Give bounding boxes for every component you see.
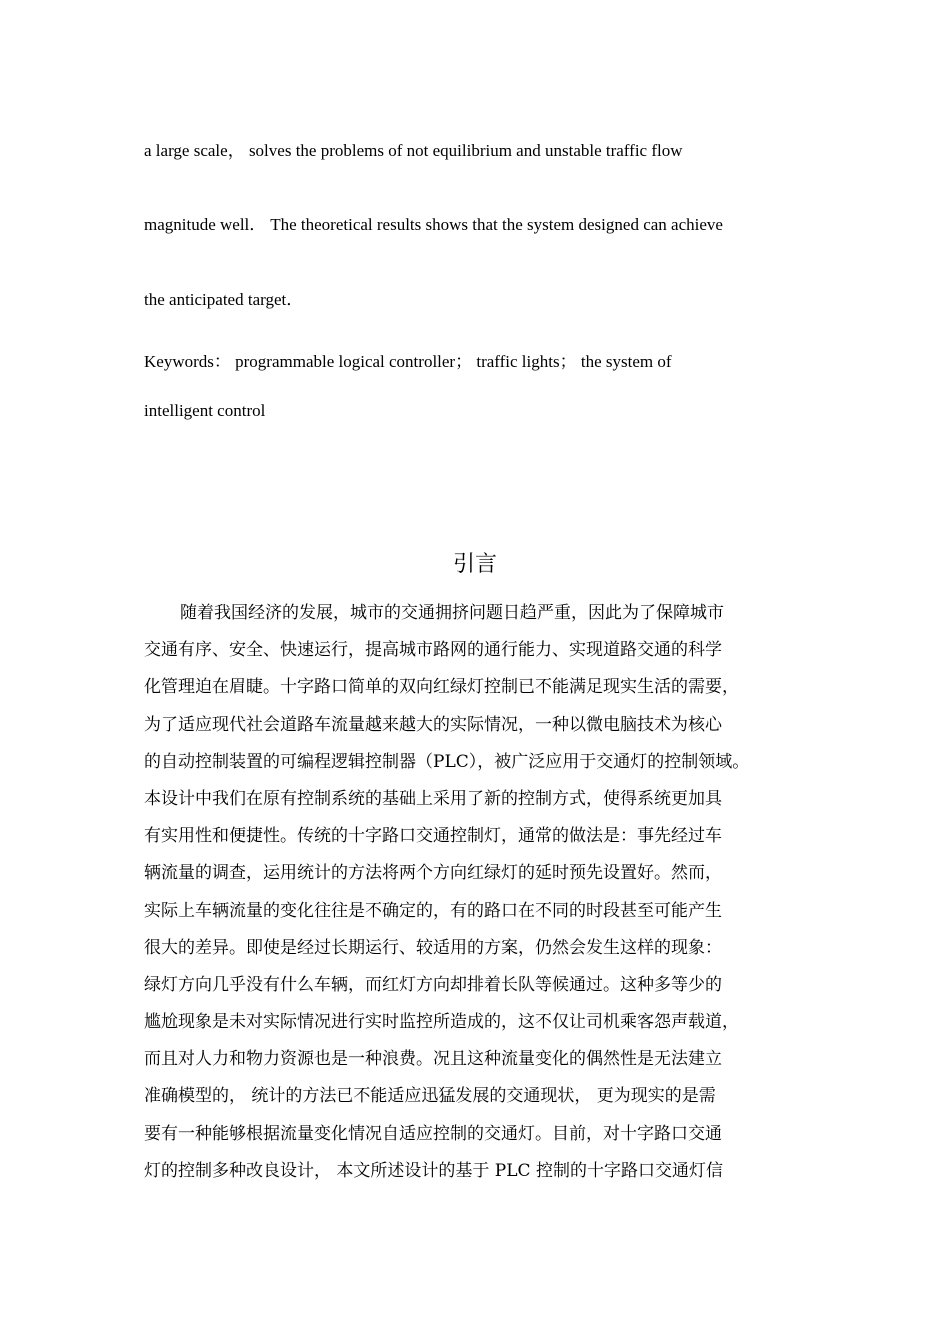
abstract-line-2: magnitude well． The theoretical results shows that the system designed can achieve <box>144 215 723 234</box>
paragraph-line: 辆流量的调查，运用统计的方法将两个方向红绿灯的延时预先设置好。然而， <box>144 863 722 884</box>
paragraph-line: 灯的控制多种改良设计， 本文所述设计的基于 PLC 控制的十字路口交通灯信 <box>144 1160 723 1181</box>
paragraph-line: 很大的差异。即使是经过长期运行、较适用的方案，仍然会发生这样的现象： <box>144 937 722 958</box>
paragraph-line: 尴尬现象是未对实际情况进行实时监控所造成的，这不仅让司机乘客怨声载道， <box>144 1012 739 1033</box>
paragraph-line: 化管理迫在眉睫。十字路口简单的双向红绿灯控制已不能满足现实生活的需要， <box>144 677 739 698</box>
section-title: 引言 <box>452 552 497 577</box>
paragraph-line: 绿灯方向几乎没有什么车辆，而红灯方向却排着长队等候通过。这种多等少的 <box>144 974 722 995</box>
keywords-line-2: intelligent control <box>144 401 266 420</box>
paragraph-line: 而且对人力和物力资源也是一种浪费。况且这种流量变化的偶然性是无法建立 <box>144 1049 722 1070</box>
paragraph-line: 交通有序、安全、快速运行，提高城市路网的通行能力、实现道路交通的科学 <box>144 640 722 661</box>
keywords-line-1: Keywords： programmable logical controller； traffic lights； the system of <box>144 352 672 371</box>
paragraph-line: 要有一种能够根据流量变化情况自适应控制的交通灯。目前，对十字路口交通 <box>144 1123 722 1144</box>
paragraph-line: 本设计中我们在原有控制系统的基础上采用了新的控制方式，使得系统更加具 <box>144 788 722 809</box>
paragraph-line: 实际上车辆流量的变化往往是不确定的，有的路口在不同的时段甚至可能产生 <box>144 900 722 921</box>
paragraph-line: 准确模型的， 统计的方法已不能适应迅猛发展的交通现状， 更为现实的是需 <box>144 1086 716 1107</box>
paragraph-line: 有实用性和便捷性。传统的十字路口交通控制灯，通常的做法是：事先经过车 <box>144 826 722 847</box>
abstract-line-3: the anticipated target． <box>144 290 304 309</box>
intro-paragraph <box>144 600 824 1195</box>
paragraph-line: 随着我国经济的发展，城市的交通拥挤问题日趋严重，因此为了保障城市 <box>180 603 724 623</box>
paragraph-line: 的自动控制装置的可编程逻辑控制器（PLC），被广泛应用于交通灯的控制领域。 <box>144 751 750 772</box>
abstract-line-1: a large scale， solves the problems of not equilibrium and unstable traffic flow <box>144 141 683 160</box>
paragraph-line: 为了适应现代社会道路车流量越来越大的实际情况，一种以微电脑技术为核心 <box>144 714 722 735</box>
